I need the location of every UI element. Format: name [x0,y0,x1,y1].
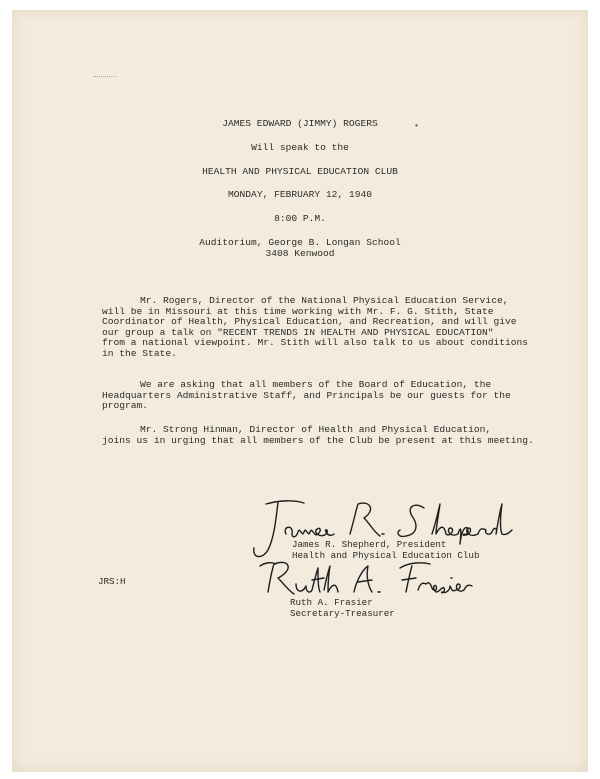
event-time: 8:00 P.M. [274,213,326,224]
paragraph-line: from a national viewpoint. Mr. Stith will also talk to us about conditions [102,337,529,349]
paragraph-line: Mr. Rogers, Director of the National Physical Education Service, [140,295,509,306]
president-title: Health and Physical Education Club [292,550,480,561]
paragraph-line: our group a talk on "RECENT TRENDS IN HEALTH AND PHYSICAL EDUCATION" [102,326,494,338]
paragraph-line: joins us in urging that all members of the Club be present at this meeting. [102,434,534,446]
paper-speck [94,76,116,77]
secretary-name: Ruth A. Frasier [290,597,373,608]
will-speak-line: Will speak to the [251,142,349,153]
stray-mark: • [414,122,419,131]
paragraph-hinman [102,424,534,446]
paragraph-line: will be in Missouri at this time working with Mr. F. G. Stith, State [102,305,494,317]
event-date: MONDAY, FEBRUARY 12, 1940 [228,189,372,200]
paragraph-rogers [102,295,529,360]
event-address: 3408 Kenwood [265,248,335,259]
paragraph-line: Mr. Strong Hinman, Director of Health and Physical Education, [140,424,492,435]
speaker-name: JAMES EDWARD (JIMMY) ROGERS [222,118,378,129]
club-name: HEALTH AND PHYSICAL EDUCATION CLUB [202,166,398,177]
event-venue: Auditorium, George B. Longan School [199,237,401,248]
paragraph-line: program. [102,400,149,412]
paragraph-line: Headquarters Administrative Staff, and Principals be our guests for the [102,389,511,401]
paragraph-line: in the State. [102,347,177,359]
paragraph-line: Coordinator of Health, Physical Education, and Recreation, and will give [102,316,517,328]
president-name: James R. Shepherd, President [292,539,447,550]
secretary-title: Secretary-Treasurer [290,608,395,619]
paragraph-guests [102,379,511,412]
reference-initials: JRS:H [98,576,126,587]
paragraph-line: We are asking that all members of the Board of Education, the [140,379,492,390]
